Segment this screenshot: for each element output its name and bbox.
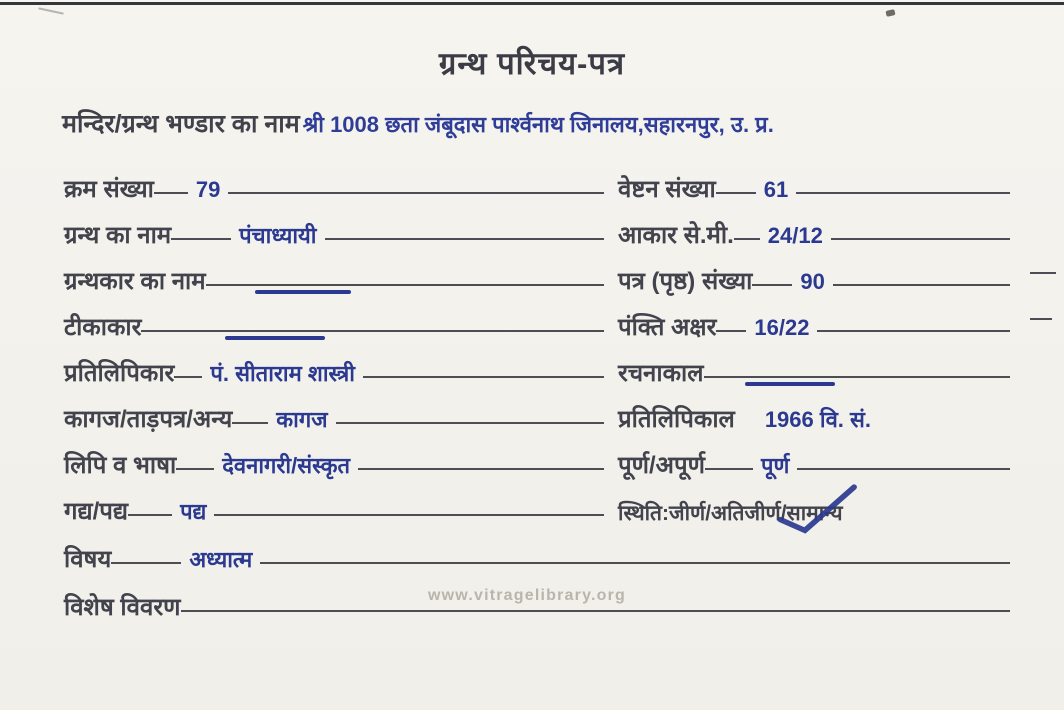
subject-value: अध्यात्म [189, 546, 253, 572]
page-count-value: 90 [800, 268, 825, 294]
rule-line [704, 376, 1010, 378]
material-value: कागज [276, 406, 328, 432]
lines-letters-label: पंक्ति अक्षर [618, 314, 717, 342]
condition-label-prefix: स्थिति:जीर्ण/अतिजीर्ण/ [618, 501, 787, 525]
field-condition [618, 502, 1010, 526]
rule-line [260, 562, 1010, 564]
prose-verse-label: गद्य/पद्य [64, 498, 129, 526]
form-row [64, 440, 1010, 480]
field-page-count [618, 268, 1010, 296]
form-row [64, 348, 1010, 388]
page-count-label: पत्र (पृष्ठ) संख्या [618, 268, 753, 296]
copyist-label: प्रतिलिपिकार [64, 360, 175, 388]
scan-top-edge [0, 2, 1064, 5]
composition-date-label: रचनाकाल [618, 360, 704, 388]
watermark-text: www.vitragelibrary.org [428, 587, 627, 604]
scan-scratch-artifact [38, 7, 64, 14]
script-language-label: लिपि व भाषा [64, 452, 177, 480]
form-row [64, 302, 1010, 342]
field-size-cm [618, 222, 1010, 250]
scan-smudge-artifact [885, 9, 895, 17]
lines-letters-value: 16/22 [754, 314, 810, 340]
field-script-language [64, 452, 604, 480]
rule-line [325, 238, 604, 240]
form-row [64, 164, 1010, 204]
field-material [64, 406, 604, 434]
rule-edge-tick [1030, 272, 1056, 274]
commentator-label: टीकाकार [64, 314, 142, 342]
rule-line [181, 610, 1011, 612]
rule-edge-tick [1030, 318, 1052, 320]
material-label: कागज/ताड़पत्र/अन्य [64, 406, 233, 434]
rule-line [796, 192, 1010, 194]
field-complete-incomplete [618, 452, 1010, 480]
special-details-label: विशेष विवरण [64, 594, 181, 622]
granth-name-label: ग्रन्थ का नाम [64, 222, 172, 250]
rule-line [833, 284, 1010, 286]
field-composition-date [618, 360, 1010, 388]
rule-line [716, 330, 746, 332]
prose-verse-value: पद्य [180, 498, 207, 524]
rule-line [141, 330, 604, 332]
rule-line [214, 514, 604, 516]
repository-name-label: मन्दिर/ग्रन्थ भण्डार का नाम [62, 110, 300, 138]
rule-line [111, 562, 181, 564]
form-row [64, 394, 1010, 434]
copy-date-label: प्रतिलिपिकाल [618, 406, 735, 434]
rule-line [831, 238, 1010, 240]
author-name-label: ग्रन्थकार का नाम [64, 268, 206, 296]
rule-line [817, 330, 1010, 332]
rule-line [336, 422, 604, 424]
field-subject [64, 534, 1010, 574]
script-language-value: देवनागरी/संस्कृत [222, 452, 351, 478]
field-prose-verse [64, 498, 604, 526]
form-row [64, 210, 1010, 250]
field-lines-letters [618, 314, 1010, 342]
handwritten-dash [225, 336, 325, 340]
rule-line [716, 192, 756, 194]
copy-date-value: 1966 वि. सं. [764, 406, 872, 432]
condition-option-text: सामान्य [786, 501, 843, 525]
handwritten-dash [745, 382, 835, 386]
serial-number-label: क्रम संख्या [64, 176, 154, 204]
size-cm-label: आकार से.मी. [618, 222, 734, 250]
rule-line [797, 468, 1010, 470]
form-row [64, 486, 1010, 526]
condition-checked-option [787, 502, 843, 526]
page-title: ग्रन्थ परिचय-पत्र [438, 46, 626, 81]
rule-line [154, 192, 188, 194]
rule-line [228, 192, 604, 194]
serial-number-value: 79 [195, 176, 221, 202]
rule-line [358, 468, 604, 470]
bundle-number-value: 61 [763, 176, 789, 202]
field-copyist [64, 360, 604, 388]
field-granth-name [64, 222, 604, 250]
copyist-value: पं. सीताराम शास्त्री [210, 360, 355, 386]
rule-line [734, 238, 760, 240]
rule-line [705, 468, 753, 470]
field-author-name [64, 268, 604, 296]
field-bundle-number [618, 176, 1010, 204]
subject-label: विषय [64, 546, 112, 574]
granth-name-value: पंचाध्यायी [239, 222, 317, 248]
bundle-number-label: वेष्टन संख्या [618, 176, 716, 204]
rule-line [174, 376, 202, 378]
rule-line [206, 284, 604, 286]
field-serial-number [64, 176, 604, 204]
rule-line [363, 376, 604, 378]
repository-name-value: श्री 1008 छता जंबूदास पार्श्वनाथ जिनालय,सहारनपुर, उ. प्र. [302, 112, 774, 137]
rule-line [128, 514, 172, 516]
complete-incomplete-label: पूर्ण/अपूर्ण [618, 452, 705, 480]
rule-line [171, 238, 231, 240]
rule-line [176, 468, 214, 470]
field-repository-name [62, 106, 1054, 140]
field-copy-date [618, 406, 1010, 434]
complete-incomplete-value: पूर्ण [760, 452, 790, 478]
field-commentator [64, 314, 604, 342]
size-cm-value: 24/12 [767, 222, 823, 248]
rule-line [752, 284, 792, 286]
form-row [64, 256, 1010, 296]
handwritten-dash [255, 290, 351, 294]
rule-line [232, 422, 268, 424]
